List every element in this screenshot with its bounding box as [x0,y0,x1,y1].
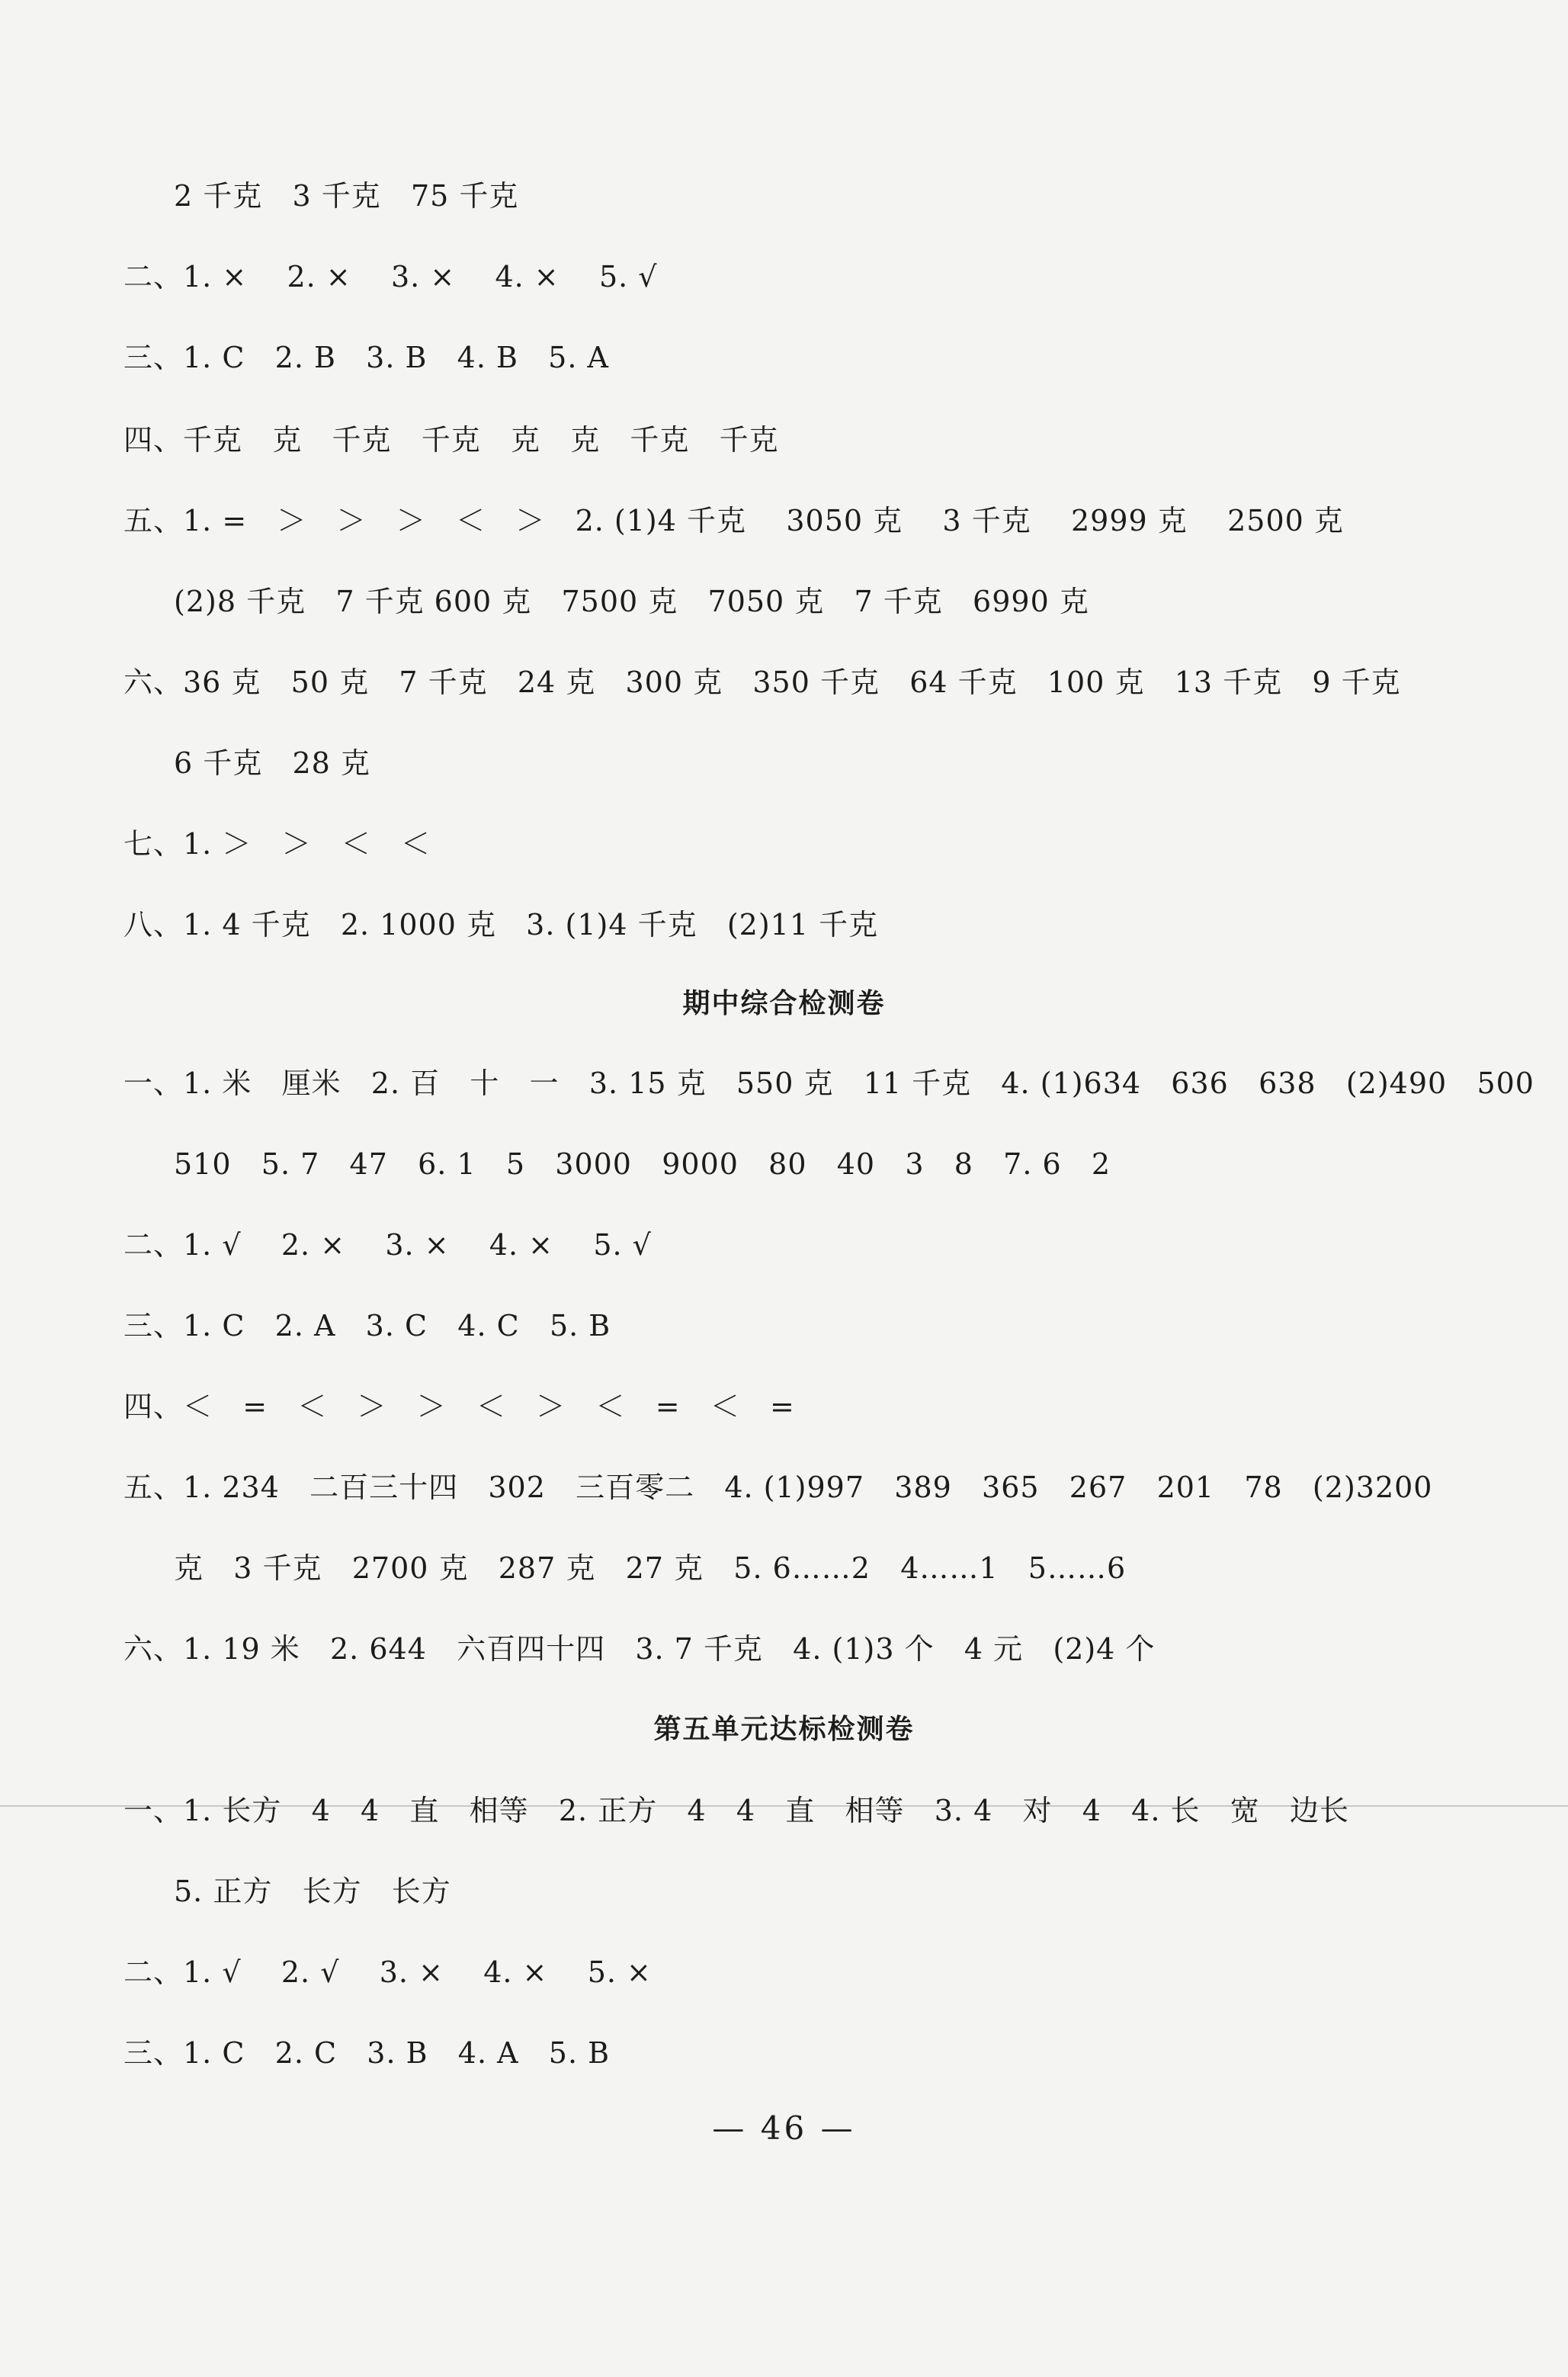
answer-line: 510 5. 7 47 6. 1 5 3000 9000 80 40 3 8 7. 6 2 [174,1147,1111,1181]
answer-line: 5. 正方 长方 长方 [174,1875,451,1908]
answer-line: 八、1. 4 千克 2. 1000 克 3. (1)4 千克 (2)11 千克 [123,908,879,941]
answer-line: 三、1. C 2. B 3. B 4. B 5. A [123,341,609,374]
answer-line: 五、1. = ＞ ＞ ＞ ＜ ＞ 2. (1)4 千克 3050 克 3 千克 2999 克 2500 克 [123,504,1344,537]
answer-line: 四、＜ = ＜ ＞ ＞ ＜ ＞ ＜ = ＜ = [123,1390,795,1423]
answer-line: 二、1. √ 2. √ 3. × 4. × 5. × [123,1955,652,1989]
answer-line: 6 千克 28 克 [174,746,370,780]
answer-line: 四、千克 克 千克 千克 克 克 千克 千克 [123,423,779,457]
answer-line: 克 3 千克 2700 克 287 克 27 克 5. 6……2 4……1 5……6 [174,1551,1127,1585]
answer-line: (2)8 千克 7 千克 600 克 7500 克 7050 克 7 千克 6990 克 [174,585,1089,618]
answer-line: 三、1. C 2. A 3. C 4. C 5. B [123,1309,611,1342]
answer-line: 七、1. ＞ ＞ ＜ ＜ [123,827,431,861]
answer-line: 2 千克 3 千克 75 千克 [174,179,519,213]
answer-line: 五、1. 234 二百三十四 302 三百零二 4. (1)997 389 365 267 201 78 (2)3200 [123,1471,1433,1504]
answer-line: 三、1. C 2. C 3. B 4. A 5. B [123,2036,611,2070]
answer-line: 六、1. 19 米 2. 644 六百四十四 3. 7 千克 4. (1)3 个 4 元 (2)4 个 [123,1632,1156,1666]
answer-line: 二、1. √ 2. × 3. × 4. × 5. √ [123,1228,652,1262]
answer-line: 六、36 克 50 克 7 千克 24 克 300 克 350 千克 64 千克 100 克 13 千克 9 千克 [123,666,1401,699]
section-heading-unit5: 第五单元达标检测卷 [653,1714,915,1745]
answer-line: 一、1. 米 厘米 2. 百 十 一 3. 15 克 550 克 11 千克 4. (1)634 636 638 (2)490 500 [123,1067,1534,1100]
section-heading-midterm: 期中综合检测卷 [682,988,886,1019]
answer-line: 二、1. × 2. × 3. × 4. × 5. √ [123,260,658,294]
page-number: — 46 — [712,2109,856,2147]
answer-line: 一、1. 长方 4 4 直 相等 2. 正方 4 4 直 相等 3. 4 对 4 4. 长 宽 边长 [123,1794,1349,1827]
